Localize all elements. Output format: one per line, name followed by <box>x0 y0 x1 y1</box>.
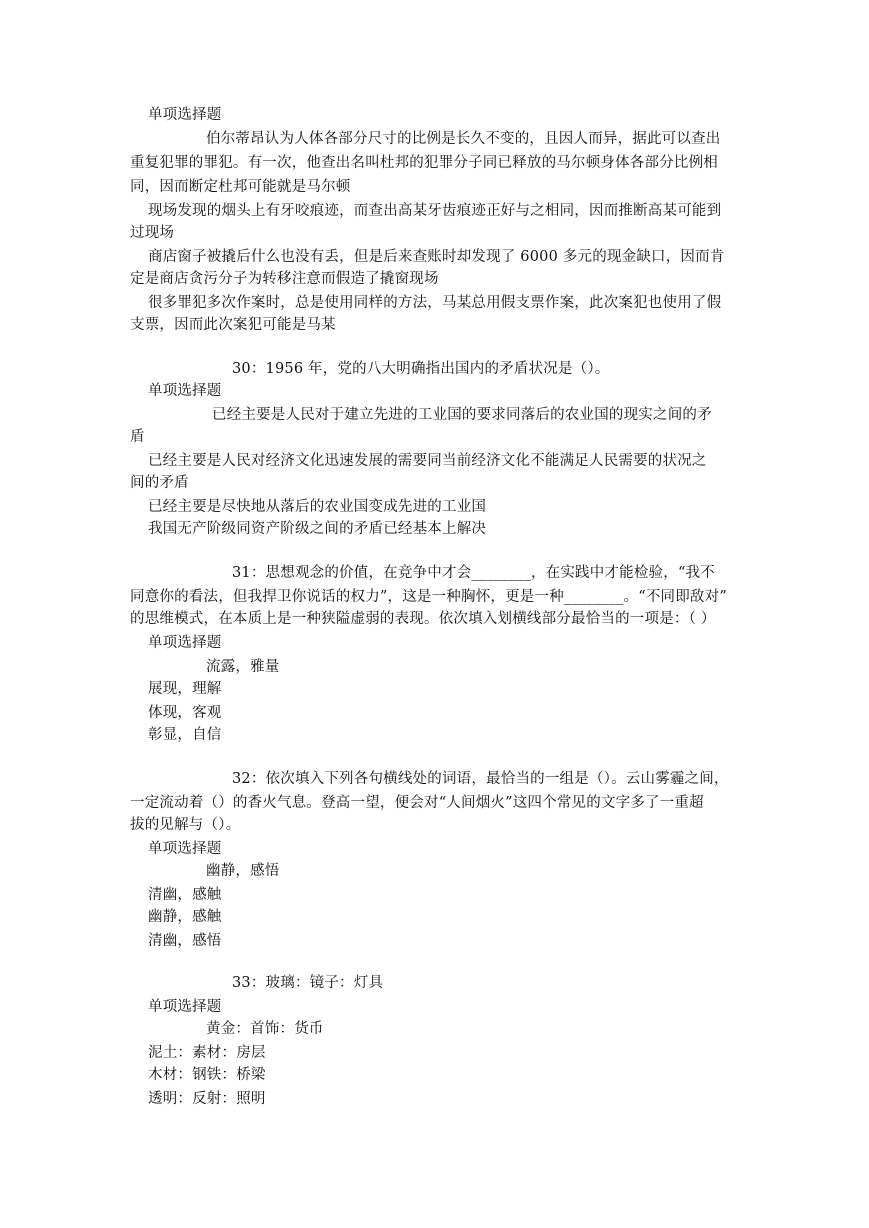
q31-stem-line-1: 31：思想观念的价值，在竞争中才会________，在实践中才能检验，“我不 <box>232 565 715 581</box>
q29-option-b-line-2: 过现场 <box>130 225 175 241</box>
q30-stem: 30：1956 年，党的八大明确指出国内的矛盾状况是（）。 <box>232 361 610 377</box>
q31-stem-line-2: 同意你的看法，但我捍卫你说话的权力”，这是一种胸怀，更是一种________。“不同即敌对” <box>130 589 727 605</box>
q29-option-d-line-2: 支票，因而此次案犯可能是马某 <box>130 317 336 333</box>
q32-stem-line-1: 32：依次填入下列各句横线处的词语，最恰当的一组是（）。云山雾霾之间， <box>232 771 729 787</box>
q32-stem-line-2: 一定流动着（）的香火气息。登高一望，便会对“人间烟火”这四个常见的文字多了一重超 <box>130 795 704 811</box>
q30-option-c: 已经主要是尽快地从落后的农业国变成先进的工业国 <box>148 499 487 515</box>
q29-option-b-line-1: 现场发现的烟头上有牙咬痕迹，而查出高某牙齿痕迹正好与之相同，因而推断高某可能到 <box>148 203 722 219</box>
q33-option-d: 透明：反射：照明 <box>148 1091 266 1107</box>
q33-type: 单项选择题 <box>148 999 222 1015</box>
q30-option-b-line-2: 间的矛盾 <box>130 475 189 491</box>
q32-option-a: 幽静，感悟 <box>206 863 280 879</box>
q29-type: 单项选择题 <box>148 107 222 123</box>
q31-option-c: 体现，客观 <box>148 705 222 721</box>
q31-option-b: 展现，理解 <box>148 681 222 697</box>
q32-type: 单项选择题 <box>148 841 222 857</box>
q30-option-d: 我国无产阶级同资产阶级之间的矛盾已经基本上解决 <box>148 521 487 537</box>
q29-option-d-line-1: 很多罪犯多次作案时，总是使用同样的方法，马某总用假支票作案，此次案犯也使用了假 <box>148 295 722 311</box>
q32-option-d: 清幽，感悟 <box>148 933 222 949</box>
q30-type: 单项选择题 <box>148 383 222 399</box>
q29-option-c-line-2: 定是商店贪污分子为转移注意而假造了撬窗现场 <box>130 271 439 287</box>
q29-option-a-line-1: 伯尔蒂昂认为人体各部分尺寸的比例是长久不变的，且因人而异，据此可以查出 <box>206 131 721 147</box>
q29-option-a-line-2: 重复犯罪的罪犯。有一次，他查出名叫杜邦的犯罪分子同已释放的马尔顿身体各部分比例相 <box>130 155 718 171</box>
q33-option-c: 木材：钢铁：桥梁 <box>148 1067 266 1083</box>
q30-option-b-line-1: 已经主要是人民对经济文化迅速发展的需要同当前经济文化不能满足人民需要的状况之 <box>148 453 707 469</box>
q32-option-c: 幽静，感触 <box>148 909 222 925</box>
q31-stem-line-3: 的思维模式，在本质上是一种狭隘虚弱的表现。依次填入划横线部分最恰当的一项是：（ ） <box>130 611 716 627</box>
q31-option-a: 流露，雅量 <box>206 659 280 675</box>
q33-stem: 33：玻璃：镜子：灯具 <box>232 975 384 991</box>
q33-option-b: 泥土：素材：房层 <box>148 1045 266 1061</box>
q29-option-a-line-3: 同，因而断定杜邦可能就是马尔顿 <box>130 179 351 195</box>
q29-option-c-line-1: 商店窗子被撬后什么也没有丢，但是后来查账时却发现了 6000 多元的现金缺口，因而肯 <box>148 249 725 265</box>
q31-type: 单项选择题 <box>148 635 222 651</box>
q31-option-d: 彰显，自信 <box>148 727 222 743</box>
q32-stem-line-3: 拔的见解与（）。 <box>130 817 241 833</box>
q30-option-a-line-2: 盾 <box>130 429 145 445</box>
q33-option-a: 黄金：首饰：货币 <box>206 1021 324 1037</box>
q32-option-b: 清幽，感触 <box>148 887 222 903</box>
q30-option-a-line-1: 已经主要是人民对于建立先进的工业国的要求同落后的农业国的现实之间的矛 <box>212 407 712 423</box>
